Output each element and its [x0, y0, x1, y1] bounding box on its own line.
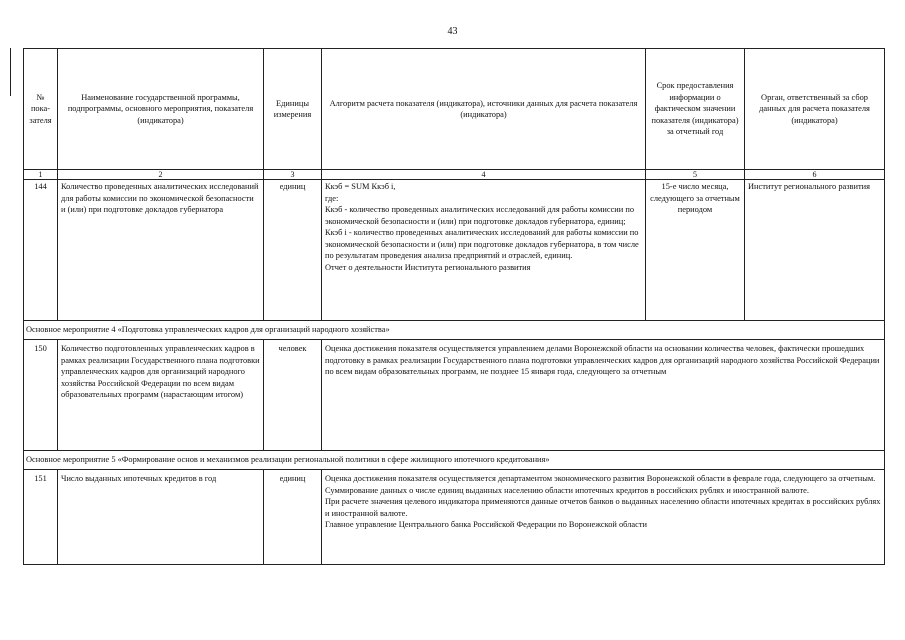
section-title: Основное мероприятие 5 «Формирование основ и механизмов реализации региональной политики в сфере жилищного ипотечного кредитования»: [24, 451, 885, 470]
header-name: Наименование государственной программы, подпрограммы, основного мероприятия, показателя (индикатора): [58, 49, 264, 170]
table-row: [24, 470, 885, 565]
column-number: 2: [58, 170, 264, 180]
column-number-row: [24, 170, 885, 180]
header-row: [24, 49, 885, 170]
page-number: 43: [447, 26, 458, 37]
algorithm-line: Суммирование данных о числе единиц выданных населению области ипотечных кредитов в российских рублях и иностранной валюте.: [325, 485, 809, 495]
algorithm-line: Ккэб - количество проведенных аналитических исследований для работы комиссии по экономической безопасности и (или) при подготовке докладов губернатора, единиц;: [325, 205, 635, 226]
indicator-term: 15-е число месяца, следующего за отчетным периодом: [646, 180, 745, 321]
header-term: Срок предоставления информации о фактическом значении показателя (индикатора) за отчетный год: [646, 49, 745, 170]
algorithm-line: Оценка достижения показателя осуществляется департаментом экономического развития Воронежской области в феврале года, следующего за отчетным.: [325, 474, 876, 483]
algorithm-line: Ккэб i - количество проведенных аналитических исследований для работы комиссии по экономической безопасности и (или) при подготовке докладов губернатора, в том числе по результатам проведения анализа предприятий и отраслей, единиц.: [325, 228, 639, 260]
section-row: [24, 321, 885, 340]
indicator-unit: единиц: [264, 470, 322, 565]
table-row: [24, 180, 885, 321]
responsible-body: Институт регионального развития: [745, 180, 885, 321]
indicators-table: [23, 48, 885, 565]
indicator-name: Число выданных ипотечных кредитов в год: [58, 470, 264, 565]
header-number: № пока-зателя: [24, 49, 58, 170]
column-number: 6: [745, 170, 885, 180]
header-responsible-body: Орган, ответственный за сбор данных для расчета показателя (индикатора): [745, 49, 885, 170]
indicator-number: 150: [24, 340, 58, 451]
indicator-algorithm: Оценка достижения показателя осуществляется управлением делами Воронежской области на основании количества человек, фактически прошедших подготовку в рамках реализации Государственного плана подготовки управленческих кадров для организаций народного хозяйства Российской Федерации по всем видам образовательных программ, не позднее 15 января года, следующего за отчетным: [322, 340, 885, 451]
column-number: 1: [24, 170, 58, 180]
indicator-number: 144: [24, 180, 58, 321]
indicator-unit: человек: [264, 340, 322, 451]
algorithm-line: Главное управление Центрального банка Российской Федерации по Воронежской области: [325, 520, 647, 529]
header-algorithm: Алгоритм расчета показателя (индикатора), источники данных для расчета показателя (индикатора): [322, 49, 646, 170]
indicator-algorithm: [322, 180, 646, 321]
algorithm-line: Отчет о деятельности Института регионального развития: [325, 262, 531, 272]
column-number: 3: [264, 170, 322, 180]
margin-rule: [10, 48, 11, 96]
indicator-name: Количество подготовленных управленческих кадров в рамках реализации Государственного плана подготовки управленческих кадров для организаций народного хозяйства Российской Федерации по всем видам образовательных программ (нарастающим итогом): [58, 340, 264, 451]
section-title: Основное мероприятие 4 «Подготовка управленческих кадров для организаций народного хозяйства»: [24, 321, 885, 340]
table-row: [24, 340, 885, 451]
algorithm-line: Ккэб = SUM Ккэб i,: [325, 182, 396, 191]
indicator-number: 151: [24, 470, 58, 565]
indicator-name: Количество проведенных аналитических исследований для работы комиссии по экономической безопасности и (или) при подготовке докладов губернатора: [58, 180, 264, 321]
section-row: [24, 451, 885, 470]
indicator-algorithm: [322, 470, 885, 565]
header-unit: Единицы измерения: [264, 49, 322, 170]
algorithm-line: При расчете значения целевого индикатора применяются данные отчетов банков о выданных населению области ипотечных кредитах в российских рублях и иностранной валюте.: [325, 497, 881, 518]
algorithm-line: где:: [325, 193, 339, 203]
column-number: 5: [646, 170, 745, 180]
indicator-unit: единиц: [264, 180, 322, 321]
column-number: 4: [322, 170, 646, 180]
